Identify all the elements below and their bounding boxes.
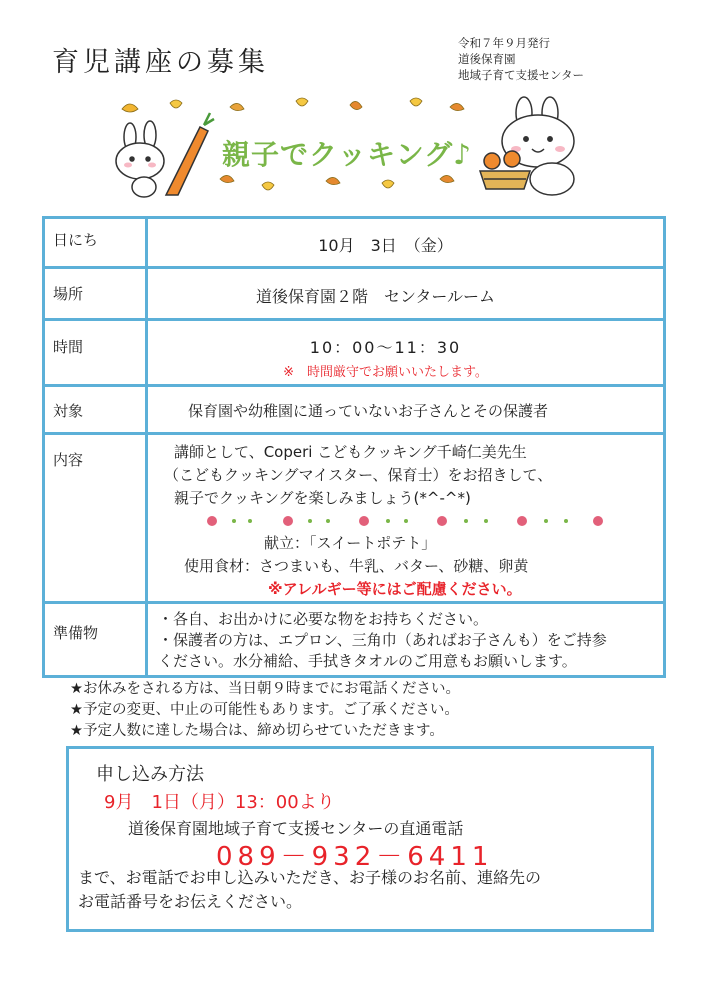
flower-divider-illustration (198, 512, 618, 530)
place-label: 場所 (44, 268, 147, 320)
target-row (44, 386, 665, 434)
time-note: ※ 時間厳守でお願いいたします。 (283, 365, 488, 380)
target-label: 対象 (44, 386, 147, 434)
content-label: 内容 (44, 434, 147, 603)
note-item: ★予定の変更、中止の可能性もあります。ご了承ください。 (70, 702, 459, 718)
items-line: ・保護者の方は、エプロン、三角巾（あればお子さんも）をご持参 (158, 631, 607, 649)
application-start-date: 9月 1日（月）13：00より (104, 792, 335, 813)
publisher-info (458, 35, 584, 83)
allergy-notice: ※アレルギー等にはご配慮ください。 (268, 580, 522, 598)
content-line: 親子でクッキングを楽しみましょう(*^-^*) (174, 489, 471, 507)
ingredients-text: 使用食材：さつまいも、牛乳、バター、砂糖、卵黄 (184, 557, 529, 575)
content-row (44, 434, 665, 603)
event-info-table (42, 216, 666, 678)
note-item: ★予定人数に達した場合は、締め切らせていただきます。 (70, 723, 444, 739)
items-line: ください。水分補給、手拭きタオルのご用意もお願いします。 (158, 652, 577, 670)
place-value: 道後保育園２階 センタールーム (255, 287, 496, 306)
organization-department: 地域子育て支援センター (458, 68, 585, 82)
notes-list (70, 679, 460, 742)
time-label: 時間 (44, 320, 147, 386)
content-line: （こどもクッキングマイスター、保育士）をお招きして、 (164, 466, 553, 484)
page-title: 育児講座の募集 (52, 47, 269, 78)
menu-text: 献立：「スイートポテト」 (264, 534, 437, 552)
items-label: 準備物 (44, 603, 147, 677)
organization-name: 道後保育園 (458, 52, 516, 66)
date-row (44, 218, 665, 268)
note-item: ★お休みをされる方は、当日朝９時までにお電話ください。 (70, 681, 460, 697)
date-label: 日にち (44, 218, 147, 268)
instruction-line: まで、お電話でお申し込みいただき、お子様のお名前、連絡先の (78, 868, 542, 887)
time-value: 10：00～11：30 (309, 338, 462, 357)
content-line: 講師として、Coperi こどもクッキング千崎仁美先生 (174, 443, 527, 461)
time-row (44, 320, 665, 386)
phone-number: 089－932－6411 (216, 842, 494, 872)
application-contact-line: 道後保育園地域子育て支援センターの直通電話 (128, 819, 464, 838)
issue-date: 令和７年９月発行 (458, 36, 550, 50)
application-instructions (78, 866, 541, 914)
date-value: 10月 3日 （金） (318, 236, 453, 255)
bunny-with-vegetable-basket-illustration (480, 97, 574, 195)
target-value: 保育園や幼稚園に通っていないお子さんとその保護者 (188, 402, 549, 420)
items-row (44, 603, 665, 677)
bunny-with-carrot-illustration (116, 113, 214, 197)
items-line: ・各自、お出かけに必要な物をお持ちください。 (158, 610, 489, 628)
banner-title: 親子でクッキング♪ (222, 138, 473, 171)
application-title: 申し込み方法 (96, 764, 204, 785)
place-row (44, 268, 665, 320)
instruction-line: お電話番号をお伝えください。 (78, 892, 303, 911)
